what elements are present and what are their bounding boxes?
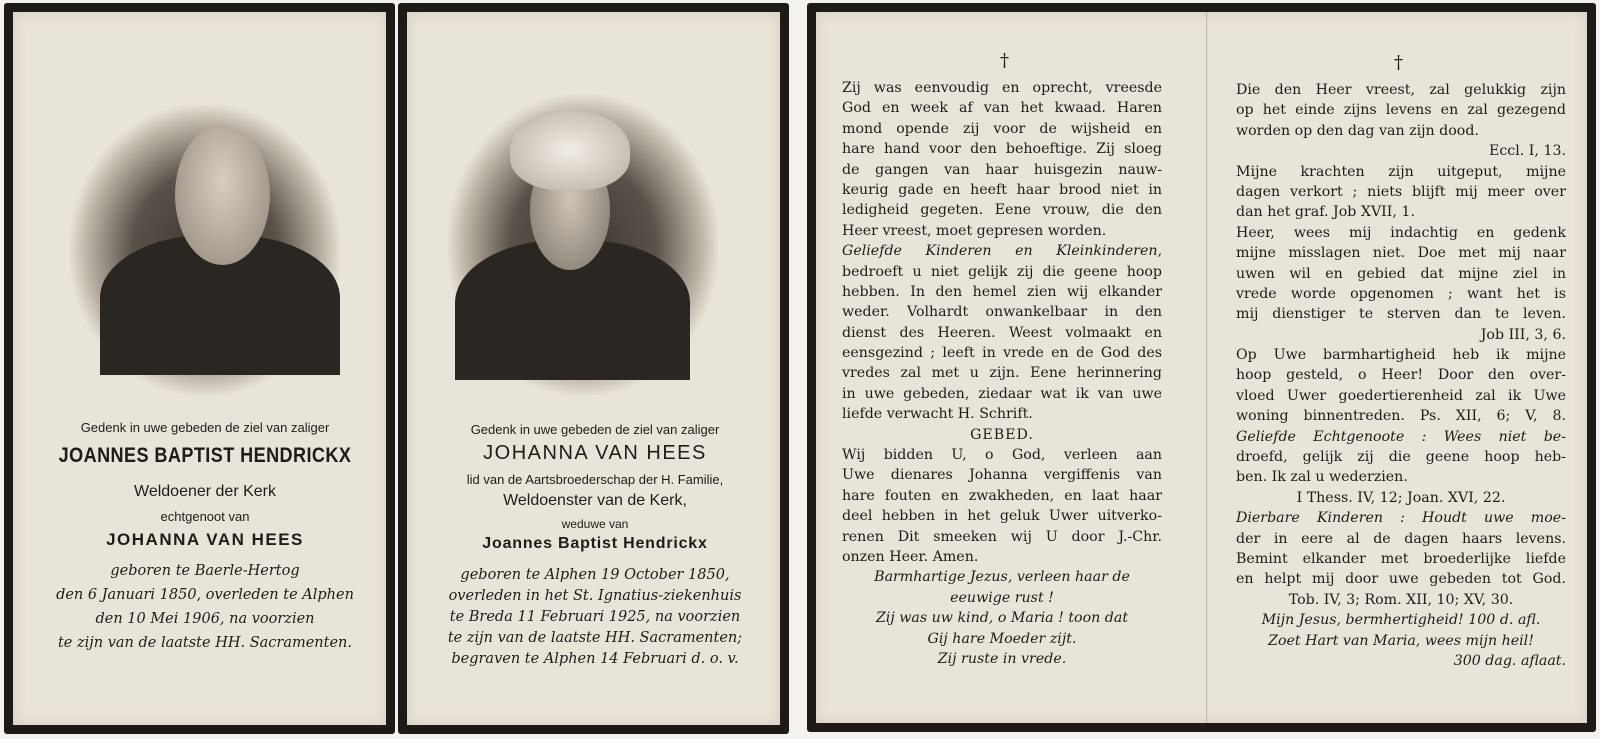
- right-column-line: Op Uwe barmhartigheid heb ik mijne: [1236, 347, 1566, 364]
- right-column-line: hoop gesteld, o Heer! Door den over-: [1236, 367, 1566, 384]
- left-cross-icon: †: [1000, 50, 1009, 71]
- right-column-line: woning binnentreden. Ps. XII, 6; V, 8.: [1236, 408, 1566, 425]
- left-column-line: Barmhartige Jezus, verleen haar de: [874, 569, 1130, 586]
- right-column-line: Mijn Jesus, bermhertigheid! 100 d. afl.: [1261, 612, 1541, 629]
- card2-detail-0: geboren te Alphen 19 October 1850,: [460, 567, 730, 583]
- left-column-line: onzen Heer. Amen.: [842, 548, 979, 565]
- left-column-line: Zij was eenvoudig en oprecht, vreesde: [842, 80, 1162, 96]
- card2-role: Weldoenster van de Kerk,: [503, 492, 687, 509]
- right-column-line: ben. Ik zal u wederzien.: [1236, 469, 1408, 486]
- right-column-line: worden op den dag van zijn dood.: [1236, 122, 1479, 139]
- right-column-line: vloed Uwer goedertierenheid zal ik Uwe: [1236, 387, 1566, 404]
- right-column-line: en helpt mij door uwe gebeden tot God.: [1236, 571, 1566, 588]
- left-column-line: Geliefde Kinderen en Kleinkinderen,: [842, 243, 1162, 260]
- left-column-line: renen Dit smeeken wij U door J.-Chr.: [842, 528, 1162, 545]
- left-column-line: hare fouten en zwakheden, en laat haar: [842, 487, 1162, 504]
- right-column-line: Heer, wees mij indachtig en gedenk: [1236, 224, 1566, 241]
- left-column-line: bedroeft u niet gelijk zij die geene hoop: [842, 263, 1162, 280]
- card1-detail-3: te zijn van de laatste HH. Sacramenten.: [57, 635, 352, 651]
- left-column-line: GEBED.: [970, 426, 1034, 443]
- right-column-line: I Thess. IV, 12; Joan. XVI, 22.: [1296, 489, 1506, 506]
- left-column-line: vredes zal met u zijn. Eene herinnering: [842, 365, 1162, 382]
- right-column-line: 300 dag. aflaat.: [1453, 652, 1566, 669]
- right-column-line: mijne misslagen niet. Doe met mij naar: [1236, 245, 1566, 262]
- right-column-line: uwen wil en gebied dat mijne ziel in: [1236, 265, 1566, 282]
- right-column-line: op het einde zijns levens en zal gezegend: [1236, 102, 1566, 119]
- left-column-line: in uwe gebeden, ziedaar wat ik van uwe: [842, 385, 1162, 402]
- right-column-line: Bemint elkander met broederlijke liefde: [1236, 550, 1566, 567]
- left-column-line: de gangen van haar huisgezin nauw-: [842, 161, 1162, 178]
- right-column-line: der in eere al de dagen haars levens.: [1236, 530, 1566, 547]
- left-column-line: hare hand voor den behoeftige. Zij sloeg: [842, 141, 1162, 158]
- left-column-line: eensgezind ; leeft in vrede en de God des: [842, 345, 1162, 362]
- left-column-line: Wij bidden U, o God, verleen aan: [842, 447, 1162, 464]
- right-column-line: Job III, 3, 6.: [1480, 326, 1566, 343]
- right-column-line: dan het graf. Job XVII, 1.: [1236, 204, 1415, 221]
- card1-detail-0: geboren te Baerle-Hertog: [110, 563, 300, 579]
- portrait-lace-cap: [510, 110, 630, 190]
- right-cross-icon: †: [1394, 52, 1403, 73]
- right-column-line: Zoet Hart van Maria, wees mijn heil!: [1268, 632, 1534, 649]
- right-text-column: [1236, 80, 1566, 671]
- card1-detail-1: den 6 Januari 1850, overleden te Alphen: [56, 587, 354, 603]
- left-column-line: eeuwige rust !: [950, 589, 1054, 606]
- card2-detail-3: te zijn van de laatste HH. Sacramenten;: [447, 630, 743, 646]
- card1-detail-2: den 10 Mei 1906, na voorzien: [95, 611, 315, 627]
- right-column-line: Eccl. I, 13.: [1489, 143, 1566, 160]
- card1-name: JOANNES BAPTIST HENDRICKX: [58, 444, 352, 467]
- card2-detail-1: overleden in het St. Ignatius-ziekenhuis: [448, 588, 742, 604]
- card1-spouse: JOHANNA VAN HEES: [106, 530, 304, 549]
- portrait-head-husband: [175, 125, 270, 265]
- right-column-line: vrede worde opgenomen ; want het is: [1236, 285, 1566, 302]
- right-column-line: Dierbare Kinderen : Houdt uwe moe-: [1236, 510, 1566, 527]
- left-column-line: ledigheid gegeten. Eene vrouw, die den: [842, 202, 1162, 219]
- left-column-line: keurig gade en heeft haar brood niet in: [842, 181, 1162, 198]
- right-column-line: mij dienstiger te sterven dan te leven.: [1236, 306, 1566, 323]
- left-column-line: hebben. In den hemel zien wij elkander: [842, 283, 1162, 300]
- card2-detail-4: begraven te Alphen 14 Februari d. o. v.: [451, 651, 739, 667]
- left-column-line: liefde verwacht H. Schrift.: [842, 406, 1033, 423]
- card2-husband: Joannes Baptist Hendrickx: [482, 535, 708, 552]
- card1-role: Weldoener der Kerk: [134, 483, 276, 500]
- right-column-line: Mijne krachten zijn uitgeput, mijne: [1236, 163, 1566, 180]
- left-column-line: God en week af van het kwaad. Haren: [842, 100, 1162, 117]
- left-column-line: Zij was uw kind, o Maria ! toon dat: [875, 610, 1129, 627]
- left-column-line: Gij hare Moeder zijt.: [927, 630, 1077, 647]
- fold-line: [1206, 12, 1208, 723]
- left-column-line: weder. Volhardt onwankelbaar in den: [842, 304, 1162, 321]
- left-column-line: Uwe dienares Johanna vergiffenis van: [842, 467, 1162, 484]
- right-column-line: dagen verkort ; niets blijft mij meer over: [1236, 183, 1566, 200]
- left-column-line: Heer vreest, moet gepresen worden.: [842, 222, 1107, 239]
- card2-name: JOHANNA VAN HEES: [483, 442, 707, 464]
- card2-intro: Gedenk in uwe gebeden de ziel van zaliger: [470, 422, 720, 437]
- right-column-line: Geliefde Echtgenoote : Wees niet be-: [1236, 428, 1566, 445]
- card2-detail-2: te Breda 11 Februari 1925, na voorzien: [449, 609, 741, 625]
- card2-member: lid van de Aartsbroederschap der H. Familie,: [466, 472, 724, 487]
- card2-widow-label: weduwe van: [561, 517, 629, 531]
- right-column-line: droefd, gelijk zij die geene hoop heb-: [1236, 449, 1566, 466]
- card1-spouse-label: echtgenoot van: [160, 509, 250, 524]
- card1-intro: Gedenk in uwe gebeden de ziel van zaliger: [80, 420, 330, 435]
- left-text-column: [842, 78, 1162, 669]
- right-column-line: Die den Heer vreest, zal gelukkig zijn: [1236, 82, 1566, 98]
- left-column-line: Zij ruste in vrede.: [937, 650, 1067, 667]
- left-column-line: dienst des Heeren. Weest volmaakt en: [842, 324, 1162, 341]
- right-column-line: Tob. IV, 3; Rom. XII, 10; XV, 30.: [1288, 591, 1514, 608]
- left-column-line: deel hebben in het geluk Uwer uitverko-: [842, 508, 1162, 525]
- left-column-line: mond opende zij voor de wijsheid en: [842, 120, 1162, 137]
